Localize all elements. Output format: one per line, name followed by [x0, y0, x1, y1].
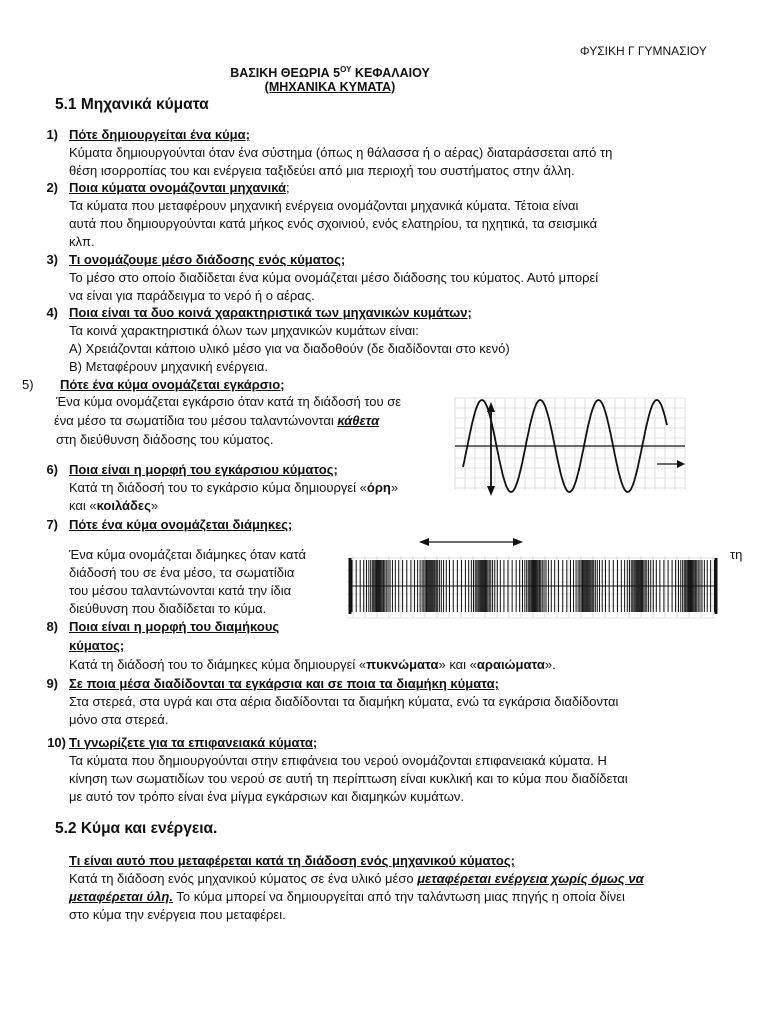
arrow-right-icon — [677, 460, 685, 468]
question: Τι ονομάζουμε μέσο διάδοσης ενός κύματος; — [69, 252, 346, 267]
longitudinal-wave-figure — [347, 528, 722, 623]
question: Πότε ένα κύμα ονομάζεται διάμηκες; — [69, 517, 293, 532]
question: Ποια είναι η μορφή του εγκάρσιου κύματος; — [69, 462, 338, 477]
section-heading-5-1: 5.1 Μηχανικά κύματα — [55, 96, 209, 113]
arrow-left-icon — [419, 538, 429, 546]
arrow-down-icon — [487, 486, 495, 496]
document-title: ΒΑΣΙΚΗ ΘΕΩΡΙΑ $5^{O\Upsilon}$ ΚΕΦΑΛΑΙΟΥ — [230, 65, 430, 81]
transverse-wave-figure — [455, 380, 685, 505]
question: Πότε ένα κύμα ονομάζεται εγκάρσιο; — [60, 377, 285, 392]
emphasis-kathetа: κάθετα — [337, 413, 380, 428]
question: Ποια είναι τα δυο κοινά χαρακτηριστικά των μηχανικών κυμάτων; — [69, 305, 472, 320]
question: Πότε δημιουργείται ένα κύμα; — [69, 127, 250, 142]
question: Τι γνωρίζετε για τα επιφανειακά κύματα; — [69, 735, 318, 750]
question: Τι είναι αυτό που μεταφέρεται κατά τη διάδοση ενός μηχανικού κύματος; — [69, 853, 515, 868]
question: Ποια κύματα ονομάζονται μηχανικά — [69, 180, 287, 195]
subject-header: ΦΥΣΙΚΗ Γ ΓΥΜΝΑΣΙΟΥ — [580, 44, 707, 58]
question: Ποια είναι η μορφή του διαμήκους — [69, 619, 280, 634]
question: Σε ποια μέσα διαδίδονται τα εγκάρσια και σε ποια τα διαμήκη κύματα; — [69, 676, 499, 691]
arrow-right-icon — [513, 538, 523, 546]
section-heading-5-2: 5.2 Κύμα και ενέργεια. — [55, 820, 218, 837]
document-subtitle: (ΜΗΧΑΝΙΚΑ ΚΥΜΑΤΑ) — [264, 80, 396, 94]
